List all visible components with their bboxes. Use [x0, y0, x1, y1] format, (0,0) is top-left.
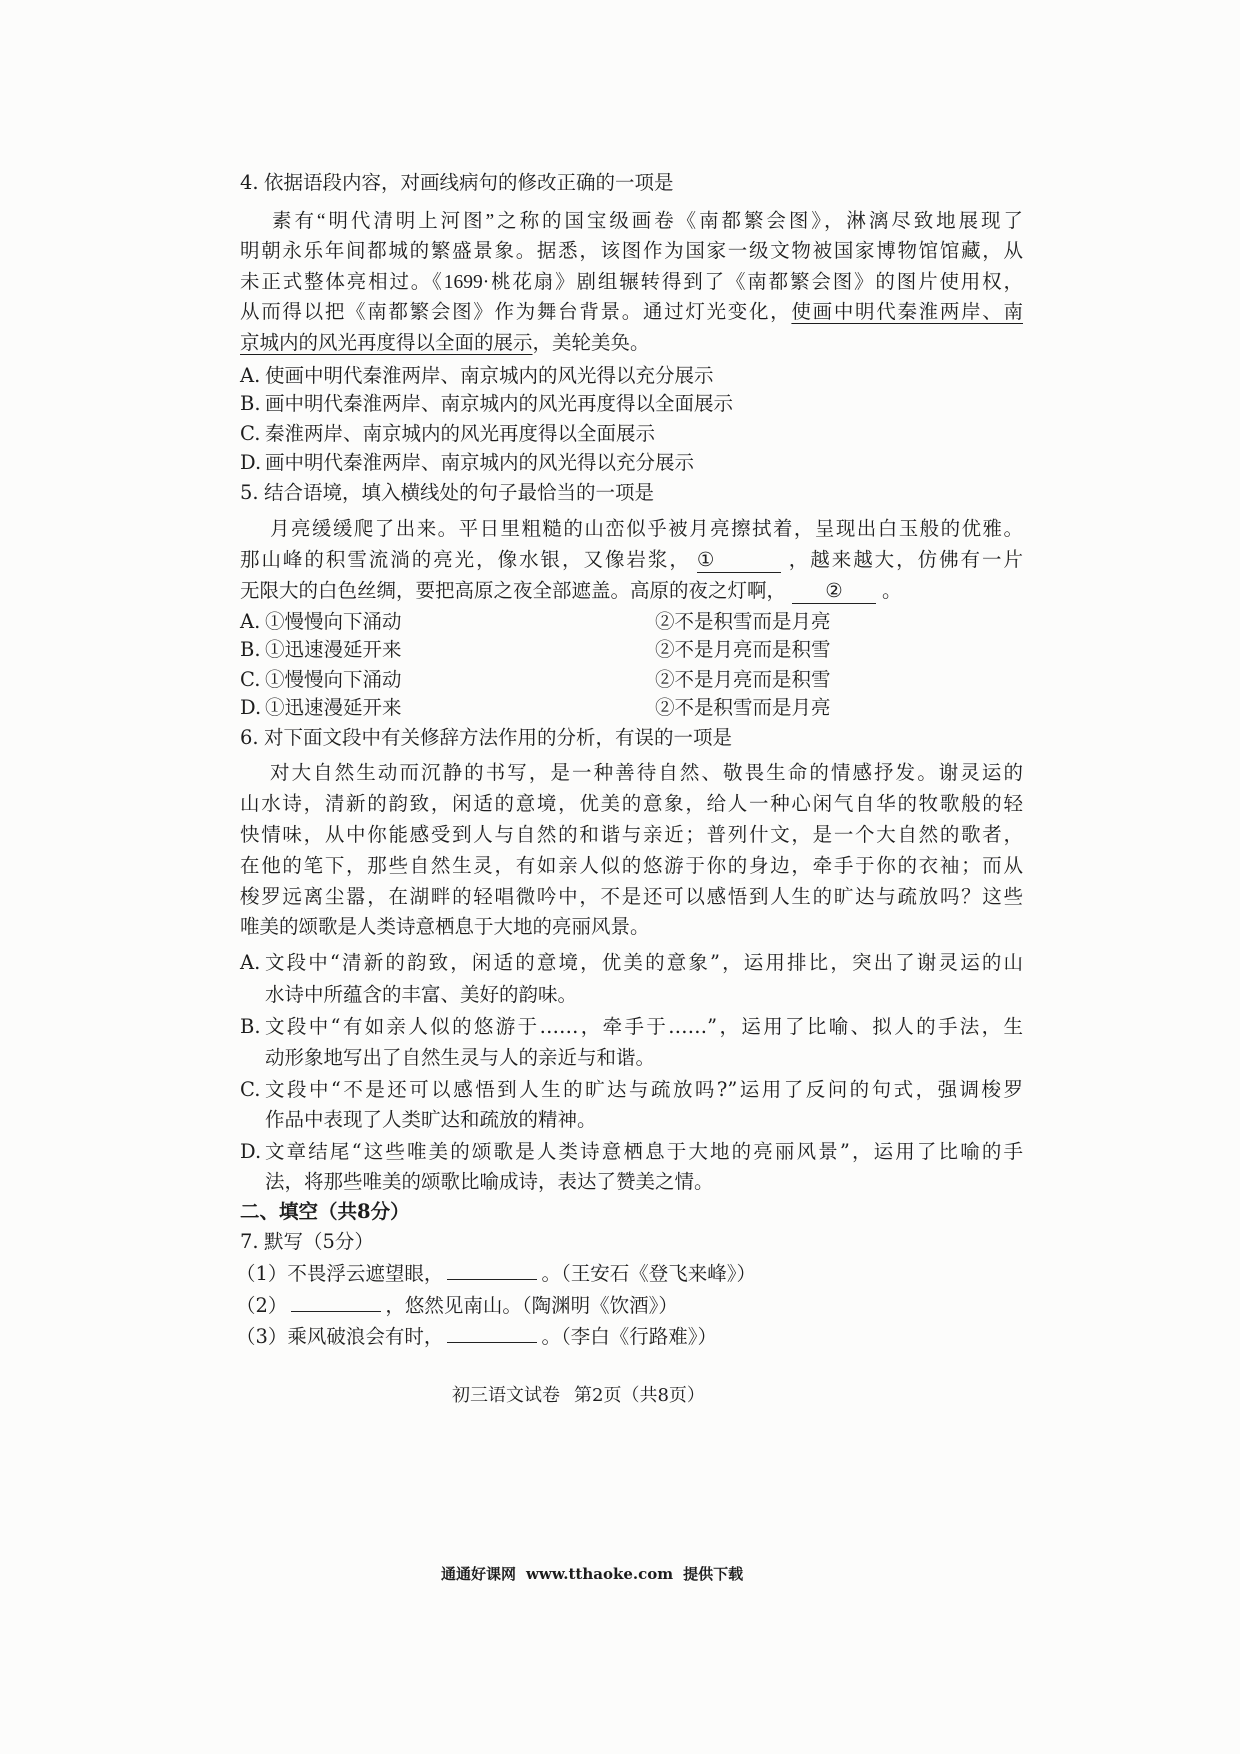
- dictation-item-2: [236, 1291, 678, 1319]
- option-label: B.: [240, 1015, 261, 1038]
- option-c: [240, 666, 402, 694]
- question-4-stem: [240, 169, 674, 197]
- passage-line: [240, 578, 902, 606]
- option-second-blank: ②不是积雪而是月亮: [655, 610, 831, 633]
- option-text: 使画中明代秦淮两岸、南京城内的风光得以充分展示: [265, 364, 714, 387]
- option-a-line: 文段中“清新的韵致，闲适的意境，优美的意象”，运用排比，突出了谢灵运的山: [265, 951, 1023, 974]
- option-text: 画中明代秦淮两岸、南京城内的风光得以充分展示: [265, 451, 695, 474]
- option-a-line: 水诗中所蕴含的丰富、美好的韵味。: [265, 983, 578, 1006]
- site-url: www.tthaoke.com: [526, 1565, 674, 1583]
- option-b: [240, 636, 402, 664]
- option-d-line: 文章结尾“这些唯美的颂歌是人类诗意栖息于大地的亮丽风景”，运用了比喻的手: [265, 1140, 1023, 1163]
- passage-line: 未正式整体亮相过。《1699·桃花扇》剧组辗转得到了《南都繁会图》的图片使用权，: [240, 272, 1023, 293]
- option-d-line: 法，将那些唯美的颂歌比喻成诗，表达了赞美之情。: [265, 1170, 714, 1193]
- passage-text: 。: [882, 581, 902, 602]
- option-label: A.: [240, 364, 261, 387]
- question-text: 依据语段内容，对画线病句的修改正确的一项是: [264, 171, 674, 194]
- fill-blank-1: ①: [697, 550, 781, 573]
- question-number: 6.: [240, 726, 259, 749]
- question-text: 默写（5分）: [264, 1230, 374, 1253]
- passage-line: 月亮缓缓爬了出来。平日里粗糙的山峦似乎被月亮擦拭着，呈现出白玉般的优雅。: [270, 519, 1023, 540]
- option-label: C.: [240, 422, 261, 445]
- answer-blank: [447, 1322, 537, 1343]
- passage-line: [240, 547, 1023, 575]
- option-label: A.: [240, 951, 261, 974]
- question-text: 结合语境，填入横线处的句子最恰当的一项是: [264, 481, 655, 504]
- download-note: 提供下载: [683, 1565, 744, 1583]
- question-text: 对下面文段中有关修辞方法作用的分析，有误的一项是: [264, 726, 733, 749]
- option-label: C.: [240, 668, 261, 691]
- question-number: 7.: [240, 1230, 259, 1253]
- item-label: （1）: [236, 1262, 288, 1285]
- option-first-blank: ①慢慢向下涌动: [265, 668, 402, 691]
- item-text: 。（李白《行路难》）: [541, 1325, 717, 1348]
- item-label: （3）: [236, 1325, 288, 1348]
- option-label: B.: [240, 392, 261, 415]
- passage-text: 从而得以把《南都繁会图》作为舞台背景。通过灯光变化，: [240, 302, 792, 323]
- option-d: [240, 694, 402, 722]
- option-text: 画中明代秦淮两岸、南京城内的风光再度得以全面展示: [265, 392, 734, 415]
- option-d: [240, 449, 694, 477]
- question-5-stem: [240, 479, 654, 507]
- option-second-blank: ②不是月亮而是积雪: [655, 668, 831, 691]
- question-number: 4.: [240, 171, 259, 194]
- question-number: 5.: [240, 481, 259, 504]
- passage-line: 对大自然生动而沉静的书写，是一种善待自然、敬畏生命的情感抒发。谢灵运的: [270, 763, 1023, 784]
- passage-text: ，越来越大，仿佛有一片: [786, 550, 1023, 571]
- option-c: [240, 420, 655, 448]
- dictation-item-3: [236, 1322, 717, 1350]
- item-label: （2）: [236, 1294, 288, 1317]
- option-label: D.: [240, 1140, 262, 1163]
- site-name: 通通好课网: [441, 1565, 517, 1583]
- option-text: 秦淮两岸、南京城内的风光再度得以全面展示: [265, 422, 656, 445]
- passage-line: 在他的笔下，那些自然生灵，有如亲人似的悠游于你的身边，牵手于你的衣袖；而从: [240, 856, 1023, 877]
- option-label: A.: [240, 610, 261, 633]
- option-c-line: 作品中表现了人类旷达和疏放的精神。: [265, 1108, 597, 1131]
- passage-text: ，美轮美奂。: [532, 333, 650, 354]
- option-label: D.: [240, 451, 262, 474]
- page-footer: [452, 1382, 705, 1410]
- option-b: [240, 390, 733, 418]
- section-heading: 二、填空（共8分）: [240, 1200, 410, 1223]
- option-label: C.: [240, 1078, 261, 1101]
- item-text: 乘风破浪会有时，: [287, 1325, 444, 1348]
- item-text: 不畏浮云遮望眼，: [287, 1262, 444, 1285]
- paper-title: 初三语文试卷: [452, 1385, 560, 1406]
- option-a: [240, 608, 402, 636]
- passage-line: 素有“明代清明上河图”之称的国宝级画卷《南都繁会图》，淋漓尽致地展现了: [272, 211, 1023, 232]
- passage-line: 唯美的颂歌是人类诗意栖息于大地的亮丽风景。: [240, 917, 650, 938]
- underlined-sentence: 京城内的风光再度得以全面的展示: [240, 333, 533, 354]
- option-c-line: 文段中“不是还可以感悟到人生的旷达与疏放吗?”运用了反问的句式，强调梭罗: [265, 1078, 1023, 1101]
- answer-blank: [447, 1259, 537, 1280]
- option-first-blank: ①慢慢向下涌动: [265, 610, 402, 633]
- passage-line: [240, 299, 1023, 327]
- question-6-stem: [240, 724, 732, 752]
- question-7-stem: [240, 1228, 374, 1256]
- passage-line: [240, 330, 650, 358]
- passage-line: 山水诗，清新的韵致，闲适的意境，优美的意象，给人一种心闲气自华的牧歌般的轻: [240, 794, 1023, 815]
- option-first-blank: ①迅速漫延开来: [265, 696, 402, 719]
- passage-text: 无限大的白色丝绸，要把高原之夜全部遮盖。高原的夜之灯啊，: [240, 581, 787, 602]
- item-text: 。（王安石《登飞来峰》）: [541, 1262, 756, 1285]
- passage-line: 梭罗远离尘嚣，在湖畔的轻唱微吟中，不是还可以感悟到人生的旷达与疏放吗？这些: [240, 887, 1023, 908]
- option-first-blank: ①迅速漫延开来: [265, 638, 402, 661]
- underlined-sentence: 使画中明代秦淮两岸、南: [791, 302, 1023, 323]
- download-watermark: [441, 1563, 743, 1585]
- option-b-line: 文段中“有如亲人似的悠游于……，牵手于……”，运用了比喻、拟人的手法，生: [265, 1015, 1023, 1038]
- dictation-item-1: [236, 1259, 756, 1287]
- answer-blank: [291, 1291, 381, 1312]
- option-label: B.: [240, 638, 261, 661]
- fill-blank-2: ②: [792, 581, 876, 604]
- page-number: 第2页（共8页）: [574, 1385, 705, 1406]
- option-second-blank: ②不是月亮而是积雪: [655, 638, 831, 661]
- passage-line: 快情味，从中你能感受到人与自然的和谐与亲近；普列什文，是一个大自然的歌者，: [240, 825, 1023, 846]
- item-text: ，悠然见南山。（陶渊明《饮酒》）: [385, 1294, 678, 1317]
- option-b-line: 动形象地写出了自然生灵与人的亲近与和谐。: [265, 1046, 656, 1069]
- option-label: D.: [240, 696, 262, 719]
- option-second-blank: ②不是积雪而是月亮: [655, 696, 831, 719]
- passage-line: 明朝永乐年间都城的繁盛景象。据悉，该图作为国家一级文物被国家博物馆馆藏，从: [240, 241, 1023, 262]
- passage-text: 那山峰的积雪流淌的亮光，像水银，又像岩浆，: [240, 550, 691, 571]
- option-a: [240, 362, 714, 390]
